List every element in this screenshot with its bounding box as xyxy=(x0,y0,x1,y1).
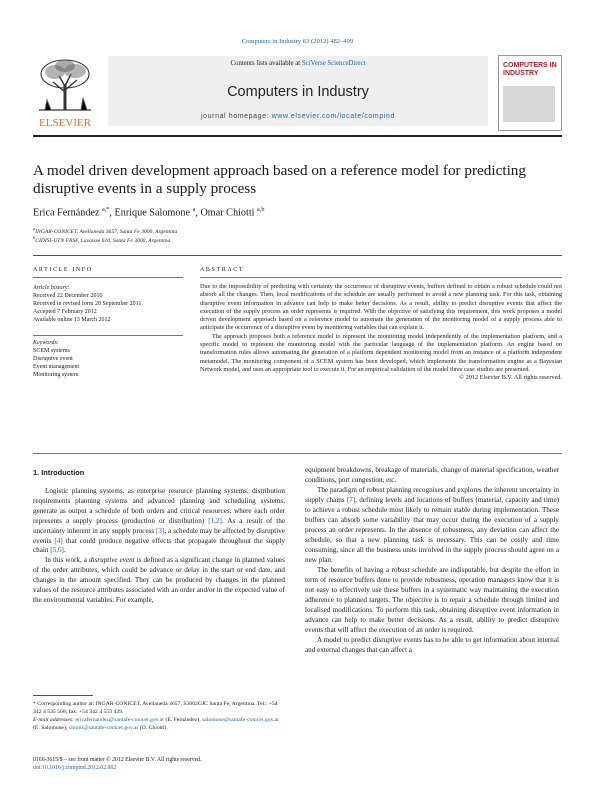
affiliation-mark: a xyxy=(33,226,36,231)
author-marks: a,b xyxy=(257,206,265,213)
divider xyxy=(33,277,183,278)
abstract-heading: ABSTRACT xyxy=(200,267,245,273)
article-title: A model driven development approach based on a reference model for predicting disruptive events in a supply process xyxy=(33,162,526,197)
issn-block xyxy=(33,756,202,772)
corresponding-author-note: * Corresponding author at: INGAR-CONICET, Avellaneda 3657, S3002GJC Santa Fe, Argentina. Tel.: +54 342 4 535 568; fax: +54 342 4 553 439. xyxy=(33,701,278,715)
elsevier-wordmark: ELSEVIER xyxy=(39,117,91,129)
sciencedirect-link[interactable]: SciVerse ScienceDirect xyxy=(301,60,366,67)
abstract-body xyxy=(200,283,562,383)
text-run: . As a result of the uncertainty inherent in any supply process xyxy=(33,516,285,535)
citation-link[interactable]: [7] xyxy=(346,496,356,505)
journal-citation[interactable]: Computers in Industry 63 (2012) 482–499 xyxy=(241,38,354,45)
keyword: Event management xyxy=(33,364,80,370)
email-owner: (E. Salomone), xyxy=(33,725,68,731)
abstract-paragraph: Due to the impossibility of predicting with certainty the occurrence of disruptive events, buffers defined to obtain a robust schedule could not absorb all the changes. Then, local modifications of the schedule are usually performed to avoid a new planning task. For this task, obtaining disruptive event information in advance can help to make better decisions. As a result, ability to predict disruptive events that affect the execution of the supply process an order represents is required. With the objective of satisfying this requirement, this work proposes a model driven development approach based on a reference model to automate the generation of the monitoring model of a supply process able to anticipate the occurrence of a disruptive event by monitoring variables that can explain it. xyxy=(200,283,562,332)
journal-homepage xyxy=(108,113,488,120)
text-run: , a schedule may be affected by disruptive events xyxy=(33,526,285,545)
affiliation-mark: b xyxy=(33,235,36,240)
body-paragraph: A model to predict disruptive events has to be able to get information about internal and external changes that can affect a xyxy=(305,635,559,654)
divider xyxy=(33,453,562,454)
cover-title-line1: COMPUTERS IN xyxy=(503,62,557,69)
text-run: The paradigm of robust planning recognises and explores the inherent uncertainty in supply chains xyxy=(305,486,559,505)
text-run: that could produce negative effects that propagate throughout the supply chain xyxy=(33,536,285,555)
email-owner: (O. Chiotti). xyxy=(139,725,168,731)
author-marks: a,* xyxy=(102,206,110,213)
affiliation-text: CIDISI-UTN FRSF, Lavaisse 610, Santa Fe 3000, Argentina xyxy=(35,237,171,244)
text-run: . xyxy=(63,546,66,555)
email-link[interactable]: salomone@santafe-conicet.gov.ar xyxy=(202,717,279,723)
author-name[interactable]: Enrique Salomone xyxy=(114,207,191,219)
homepage-link[interactable]: www.elsevier.com/locate/compind xyxy=(271,113,395,120)
affiliation-b xyxy=(33,235,170,244)
divider xyxy=(200,277,562,278)
keyword: SCEM systems xyxy=(33,348,70,354)
email-link[interactable]: ericafernandez@santafe-conicet.gov.ar xyxy=(75,717,164,723)
cover-title-line2: INDUSTRY xyxy=(503,69,539,77)
copyright-notice: © 2012 Elsevier B.V. All rights reserved. xyxy=(459,374,562,382)
email-owner: (E. Fernández), xyxy=(165,717,201,723)
body-column-left xyxy=(33,487,285,606)
emphasis: disruptive event xyxy=(89,556,135,565)
email-link[interactable]: chiotti@santafe-conicet.gov.ar xyxy=(68,725,139,731)
homepage-prefix: journal homepage: xyxy=(201,113,270,120)
text-run: Logistic planning systems, as enterprise resource planning systems, distribution requirements planning systems and advanced planning and scheduling systems, generate as output a schedule of both orders and critical resources, where each order represents a supply process (production or distribution) xyxy=(33,487,285,525)
footnote xyxy=(33,700,285,732)
history-list xyxy=(33,292,141,324)
email-label: E-mail addresses: xyxy=(33,717,75,723)
header-divider xyxy=(33,135,562,137)
author-name[interactable]: Omar Chiotti xyxy=(200,207,255,219)
footnote-divider xyxy=(33,695,93,696)
body-paragraph: The benefits of having a robust schedule are indisputable, but despite the effort in term of resource buffers done to provide robustness, operation managers know that it is not easy to effectively use these buffers in a systematic way maintaining the execution adherence to planned targets. The objective is to repair a schedule through limited and localised modifications. To perform this task, obtaining disruptive event information in advance can help to make better decisions. As a result, ability to predict disruptive events that will affect the execution of an order is required. xyxy=(305,566,559,634)
section-heading: 1. Introduction xyxy=(33,468,85,477)
elsevier-logo xyxy=(33,54,97,130)
body-paragraph xyxy=(305,486,559,565)
citation-link[interactable]: [4] xyxy=(54,536,63,545)
affiliation-text: INGAR-CONICET, Avellaneda 3657, Santa Fe 3000, Argentina xyxy=(35,228,178,235)
issn-line: 0166-3615/$ – see front matter © 2012 Elsevier B.V. All rights reserved. xyxy=(33,757,202,763)
body-paragraph: equipment breakdowns, breakage of materials, change of material specification, weather conditions, port congestion, etc. xyxy=(305,466,559,484)
divider xyxy=(33,255,562,256)
citation-link[interactable]: [3] xyxy=(156,526,165,535)
history-item: Available online 13 March 2012 xyxy=(33,317,111,323)
text-run: is defined as a significant change in planned values of the order attributes, which could be advance or delay in the start or end date, and changes in the amount specified. They can be produced by changes in the planned values of the resource attributes associated with an order and/or in the expected value of the environmental variables. For example, xyxy=(33,556,285,604)
keywords-label: Keywords: xyxy=(33,340,59,346)
keyword: Monitoring system xyxy=(33,372,79,378)
keyword: Disruptive event xyxy=(33,356,73,362)
author-name[interactable]: Erica Fernández xyxy=(33,207,100,219)
history-label: Article history: xyxy=(33,285,70,291)
citation-link[interactable]: [5,6] xyxy=(50,546,64,555)
body-column-right xyxy=(305,466,559,656)
abstract-paragraph: The approach proposes both a reference model to represent the monitoring model independently of the implementation platform, and a specific model to represent the monitoring model with the particular language of the implementation platform. An engine based on transformation rules allows automating the generation of a platform dependent monitoring model from an instance of a platform independent metamodel. The monitoring component of a SCEM system has been developed, which implements the transformation engine as a Bayesian Network model, and uses an appropriate tool to execute it. For an empirical validation of the model three case studies are presented. xyxy=(200,332,562,373)
journal-title: Computers in Industry xyxy=(227,84,369,100)
body-paragraph xyxy=(33,556,285,606)
doi-link[interactable]: doi:10.1016/j.compind.2012.02.002 xyxy=(33,765,117,771)
author-list: Erica Fernández $^{a,*}$, Enrique Salomone $^a$, Omar Chiotti $^{a,b}$ xyxy=(33,206,265,219)
history-item: Accepted 7 February 2012 xyxy=(33,309,97,315)
divider xyxy=(33,335,183,336)
text-run: In this work, a xyxy=(45,556,90,565)
history-item: Received 22 December 2010 xyxy=(33,293,103,299)
journal-cover-title xyxy=(503,62,557,77)
contents-line xyxy=(108,60,488,67)
text-run: , defining levels and locations of buffers (material, capacity and time) to achieve a robust schedule most likely to remain stable during implementation. These buffers can absorb some variability that may occur during the execution of a supply process an order represents. In the absence of robustness, any deviation can affect the schedule, so that a new planning task is necessary. This can be costly and time consuming, since all the business units involved in the supply process should agree on a new plan. xyxy=(305,496,559,564)
body-paragraph xyxy=(33,487,285,556)
cover-graphic xyxy=(503,86,555,122)
author-marks: a xyxy=(192,206,196,213)
history-item: Received in revised form 28 September 2011 xyxy=(33,301,142,307)
affiliation-a xyxy=(33,226,177,235)
keywords-list xyxy=(33,347,79,379)
article-info-heading: ARTICLE INFO xyxy=(33,267,93,273)
email-addresses xyxy=(33,716,285,732)
contents-prefix: Contents lists available at xyxy=(230,60,301,67)
citation-link[interactable]: [1,2] xyxy=(208,516,222,525)
